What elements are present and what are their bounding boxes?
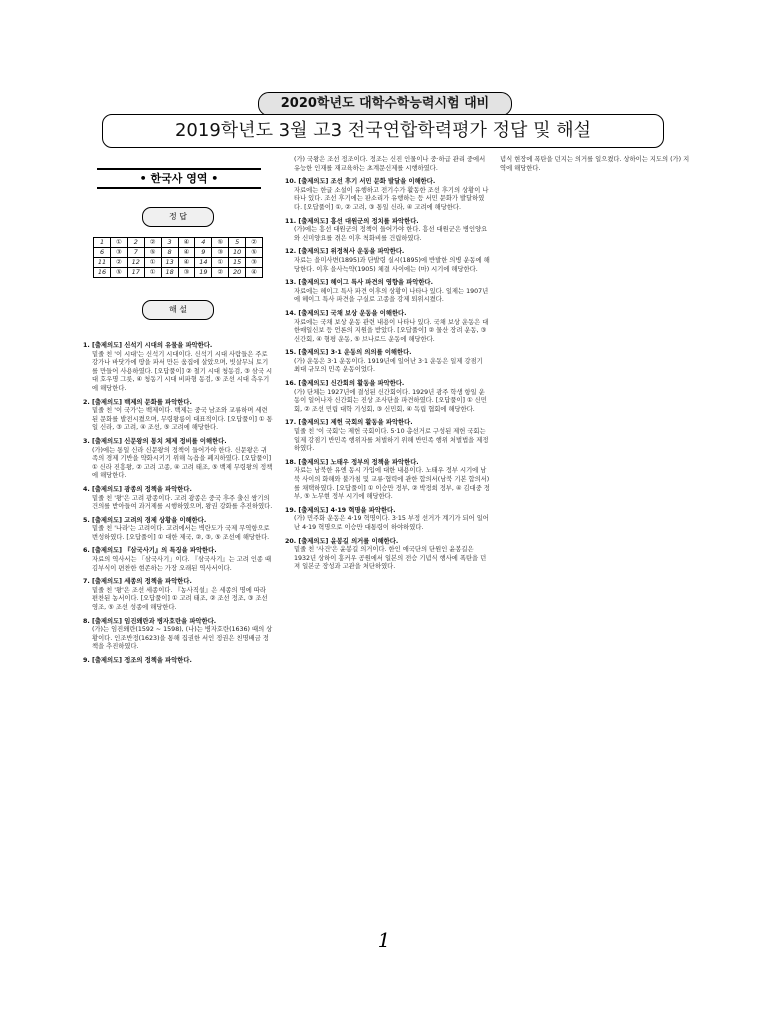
- answer-cell: ④: [178, 258, 195, 268]
- question-body: 자료에는 헤이그 특사 파견 이후의 상황이 나타나 있다. 일제는 1907년에 헤이그 특사 파견을 구실로 고종을 강제 퇴위시켰다.: [294, 287, 489, 304]
- question-body: (가) 단체는 1927년에 결성된 신간회이다. 1929년 광주 학생 항일 운동이 일어나자 신간회는 진상 조사단을 파견하였다. [오답풀이] ① 신민회, ② 조선 민립 대학 기성회, ③ 신민회, ④ 독립 협회에 해당한다.: [294, 388, 487, 413]
- question-explanation: [83, 399, 273, 433]
- question-explanation: [83, 342, 273, 394]
- question-list-middle: [285, 178, 490, 572]
- question-number-cell: 4: [195, 238, 212, 248]
- page-number: 1: [377, 928, 391, 952]
- answer-cell: ③: [178, 268, 195, 278]
- question-body: (가) 운동은 3·1 운동이다. 1919년에 일어난 3·1 운동은 일제 강점기 최대 규모의 민족 운동이었다.: [294, 357, 483, 374]
- answer-cell: ②: [111, 258, 128, 268]
- answer-table: [93, 237, 263, 278]
- question-body: 밑줄 친 '왕'은 조선 세종이다. 『농사직설』은 세종의 명에 따라 편찬된 농서이다. [오답풀이] ① 고려 태조, ② 조선 정조, ③ 조선 영조, ⑤ 조선 성종에 해당한다.: [92, 586, 268, 612]
- question-explanation: [285, 349, 490, 375]
- question-body: (가)는 임진왜란(1592 ~ 1598), (나)는 병자호란(1636) 때의 상황이다. 인조반정(1623)을 통해 집권한 서인 정권은 친명배금 정책을 추진하였다.: [92, 626, 273, 651]
- question-title: 9. [출제의도] 정조의 정책을 파악한다.: [83, 657, 192, 664]
- question-number-cell: 10: [229, 248, 246, 258]
- answer-cell: ②: [144, 238, 161, 248]
- answer-cell: ③: [246, 258, 263, 268]
- question-explanation: [285, 248, 490, 274]
- question-body: 밑줄 친 '이 국가'는 백제이다. 백제는 중국 남조와 교류하며 세련된 문화를 발전시켰으며, 무령왕릉이 대표적이다. [오답풀이] ① 통일 신라, ③ 고려, ④ 조선, ⑤ 고려에 해당한다.: [92, 407, 273, 432]
- question-explanation: [285, 279, 490, 305]
- question-number-cell: 18: [161, 268, 178, 278]
- column-middle: [285, 156, 490, 577]
- answer-cell: ④: [178, 248, 195, 258]
- question-body: (가)에는 흥선 대원군의 정책이 들어가야 한다. 흥선 대원군은 병인양요와 신미양요를 겪은 이후 척화비를 건립하였다.: [294, 226, 488, 242]
- answer-cell: ①: [144, 268, 161, 278]
- question-explanation: [285, 218, 490, 244]
- question-title: 4. [출제의도] 광종의 정책을 파악한다.: [83, 485, 192, 493]
- question-body: 자료의 역사서는 「삼국사기」이다. 『삼국사기』는 고려 인종 때 김부식이 편찬한 현존하는 가장 오래된 역사서이다.: [92, 556, 272, 572]
- answer-cell: ①: [144, 258, 161, 268]
- question-number-cell: 8: [161, 248, 178, 258]
- question-body: 밑줄 친 '나라'는 고려이다. 고려에서는 벽란도가 국제 무역항으로 번성하였다. [오답풀이] ① 대한 제국, ②, ③, ⑤ 조선에 해당한다.: [92, 525, 270, 541]
- answer-cell: ①: [212, 258, 229, 268]
- column-left: [83, 150, 273, 671]
- question-explanation: [285, 459, 490, 502]
- question-title: 16. [출제의도] 신간회의 활동을 파악한다.: [285, 380, 405, 388]
- section-title: • 한국사 영역 •: [97, 168, 261, 189]
- question-number-cell: 7: [127, 248, 144, 258]
- answer-cell: ⑤: [111, 268, 128, 278]
- answer-cell: ⑤: [212, 238, 229, 248]
- exam-title: 2019학년도 3월 고3 전국연합학력평가 정답 및 해설: [102, 114, 664, 148]
- question-number-cell: 6: [94, 248, 111, 258]
- question-title: 11. [출제의도] 흥선 대원군의 정치를 파악한다.: [285, 217, 419, 225]
- question-number-cell: 17: [127, 268, 144, 278]
- question-title: 13. [출제의도] 헤이그 특사 파견의 영향을 파악한다.: [285, 279, 434, 287]
- question-number-cell: 13: [161, 258, 178, 268]
- question-explanation: [83, 486, 273, 512]
- question-body: (가) 민주화 운동은 4·19 혁명이다. 3·15 부정 선거가 계기가 되어 일어난 4·19 혁명으로 이승만 대통령이 하야하였다.: [294, 515, 489, 531]
- question-explanation: [285, 419, 490, 453]
- question-number-cell: 15: [229, 258, 246, 268]
- question-title: 19. [출제의도] 4·19 혁명을 파악한다.: [285, 506, 396, 514]
- answer-row: [94, 258, 263, 268]
- question-number-cell: 19: [195, 268, 212, 278]
- question-title: 18. [출제의도] 노태우 정부의 정책을 파악한다.: [285, 458, 419, 466]
- question-explanation: [285, 310, 490, 344]
- answer-row: [94, 268, 263, 278]
- question-body: 밑줄 친 '사건'은 윤봉길 의거이다. 한인 애국단의 단원인 윤봉길은 1932년 상하이 훙커우 공원에서 일본의 전승 기념식 행사에 폭탄을 던져 일본군 장성과 고관을 처단하였다.: [294, 546, 487, 571]
- question-number-cell: 14: [195, 258, 212, 268]
- question-title: 1. [출제의도] 신석기 시대의 유물을 파악한다.: [83, 342, 213, 349]
- answer-cell: ⑤: [246, 248, 263, 258]
- explanation-label: 해 설: [142, 300, 214, 320]
- question-title: 20. [출제의도] 윤봉길 의거를 이해한다.: [285, 537, 399, 545]
- question-number-cell: 3: [161, 238, 178, 248]
- question-explanation: [285, 538, 490, 572]
- exam-subtitle: 2020학년도 대학수학능력시험 대비: [258, 92, 512, 116]
- question-body: 자료에는 한글 소설이 유행하고 전기수가 활동한 조선 후기의 상황이 나타나 있다. 조선 후기에는 판소리가 유행하는 등 서민 문화가 발달하였다. [오답풀이] ①, ② 고려, ③ 통일 신라, ④ 고려에 해당한다.: [294, 186, 489, 211]
- continued-text: (가) 국왕은 조선 정조이다. 정조는 신진 인물이나 중·하급 관리 중에서 유능한 인재를 재교육하는 초계문신제를 시행하였다.: [294, 156, 486, 172]
- question-title: 5. [출제의도] 고려의 경제 상황을 이해한다.: [83, 516, 207, 524]
- question-explanation: [83, 657, 273, 666]
- continued-text-right: 념식 현장에 폭탄을 던지는 의거를 일으켰다. 상하이는 지도의 (가) 지역에 해당한다.: [500, 156, 690, 172]
- question-body: 자료에는 국채 보상 운동 관련 내용이 나타나 있다. 국채 보상 운동은 대한매일신보 등 언론의 지원을 받았다. [오답풀이] ② 물산 장려 운동, ③ 신간회, ④ 형평 운동, ⑤ 브나로드 운동에 해당한다.: [294, 318, 489, 343]
- question-explanation: [83, 547, 273, 573]
- question-number-cell: 5: [229, 238, 246, 248]
- question-explanation: [285, 507, 490, 533]
- answer-cell: ③: [212, 248, 229, 258]
- question-body: 밑줄 친 '왕'은 고려 광종이다. 고려 광종은 중국 후주 출신 쌍기의 건의를 받아들여 과거제를 시행하였으며, 왕권 강화를 추진하였다.: [92, 494, 273, 511]
- answer-cell: ②: [212, 268, 229, 278]
- question-title: 17. [출제의도] 제헌 국회의 활동을 파악한다.: [285, 419, 413, 427]
- answer-row: [94, 248, 263, 258]
- question-number-cell: 16: [94, 268, 111, 278]
- question-title: 2. [출제의도] 백제의 문화를 파악한다.: [83, 398, 192, 406]
- answer-cell: ②: [246, 238, 263, 248]
- question-body: 밑줄 친 '이 국회'는 제헌 국회이다. 5·10 총선거로 구성된 제헌 국회는 일제 강점기 반민족 행위자를 처벌하기 위해 반민족 행위 처벌법을 제정하였다.: [294, 428, 489, 453]
- answer-cell: ④: [178, 238, 195, 248]
- question-number-cell: 9: [195, 248, 212, 258]
- question-title: 10. [출제의도] 조선 후기 서민 문화 발달을 이해한다.: [285, 178, 436, 186]
- question-list-left: [83, 342, 273, 666]
- question-title: 7. [출제의도] 세종의 정책을 파악한다.: [83, 578, 192, 586]
- question-explanation: [83, 578, 273, 612]
- question-number-cell: 20: [229, 268, 246, 278]
- column-right: [500, 156, 690, 173]
- question-title: 3. [출제의도] 신문왕의 통치 체제 정비를 이해한다.: [83, 437, 227, 445]
- question-title: 15. [출제의도] 3·1 운동의 의의를 이해한다.: [285, 349, 412, 357]
- answer-row: [94, 238, 263, 248]
- question-explanation: [285, 178, 490, 212]
- question-number-cell: 2: [127, 238, 144, 248]
- question-explanation: [83, 618, 273, 652]
- question-body: 자료는 남북한 유엔 동시 가입에 대한 내용이다. 노태우 정부 시기에 남북 사이의 화해와 불가침 및 교류·협력에 관한 합의서(남북 기본 합의서)를 채택하였다. [오답풀이] ① 이승만 정부, ② 박정희 정부, ④ 김대중 정부, ⑤ 노무현 정부 시기에 해당한다.: [294, 467, 490, 501]
- answer-cell: ⑤: [144, 248, 161, 258]
- question-number-cell: 12: [127, 258, 144, 268]
- question-explanation: [83, 517, 273, 543]
- answer-cell: ①: [111, 238, 128, 248]
- question-body: 자료는 을미사변(1895)과 단발령 실시(1895)에 반발한 의병 운동에 해당한다. 이후 을사늑약(1905) 체결 사이에는 (마) 시기에 해당한다.: [294, 256, 490, 273]
- question-title: 8. [출제의도] 임진왜란과 병자호란을 파악한다.: [83, 617, 217, 625]
- question-body: 밑줄 친 '이 시대'는 신석기 시대이다. 신석기 시대 사람들은 주로 강가나 바닷가에 땅을 파서 만든 움집에 살았으며, 빗살무늬 토기를 만들어 사용하였다. [오답풀이] ② 철기 시대 청동검, ③ 삼국 시대 호우명 그릇, ④ 청동기 시대 비파형 동검, ⑤ 조선 시대 측우기에 해당한다.: [92, 350, 273, 392]
- question-number-cell: 1: [94, 238, 111, 248]
- answer-cell: ④: [246, 268, 263, 278]
- answer-cell: ③: [111, 248, 128, 258]
- question-explanation: [285, 380, 490, 414]
- question-title: 12. [출제의도] 위정척사 운동을 파악한다.: [285, 248, 405, 256]
- answers-label: 정 답: [142, 207, 214, 227]
- question-title: 14. [출제의도] 국채 보상 운동을 이해한다.: [285, 309, 407, 317]
- question-number-cell: 11: [94, 258, 111, 268]
- question-explanation: [83, 438, 273, 481]
- question-title: 6. [출제의도] 『삼국사기』의 특징을 파악한다.: [83, 547, 217, 555]
- question-body: (가)에는 통일 신라 신문왕의 정책이 들어가야 한다. 신문왕은 귀족의 경제 기반을 약화시키기 위해 녹읍을 폐지하였다. [오답풀이] ① 신라 진흥왕, ② 고려 고종, ④ 고려 태조, ⑤ 백제 무령왕의 정책에 해당한다.: [92, 446, 273, 480]
